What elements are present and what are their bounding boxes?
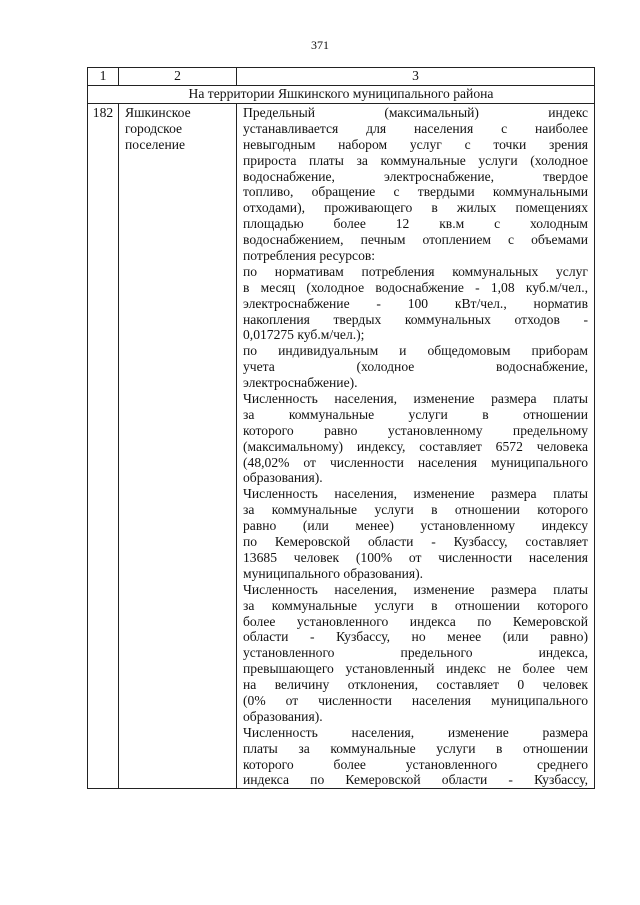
description-line: водоснабжение, электроснабжение, твердое bbox=[243, 168, 588, 184]
description-line: образования). bbox=[243, 470, 323, 486]
settlement-name bbox=[119, 104, 237, 789]
header-col-2: 2 bbox=[119, 68, 237, 86]
description-line: прироста платы за коммунальные услуги (холодное bbox=[243, 152, 588, 168]
description-line: площадью более 12 кв.м с холодным bbox=[243, 216, 588, 232]
section-title: На территории Яшкинского муниципального района bbox=[88, 86, 595, 104]
description-line: которого более установленного среднего bbox=[243, 756, 588, 772]
row-description bbox=[237, 104, 595, 789]
description-line: установленного предельного индекса, bbox=[243, 645, 588, 661]
description-line: превышающего установленный индекс не более чем bbox=[243, 661, 588, 677]
settlement-name-line: городское bbox=[125, 120, 183, 136]
header-row bbox=[88, 68, 595, 86]
description-line: которого равно установленному предельному bbox=[243, 422, 588, 438]
description-line: Численность населения, изменение размера платы bbox=[243, 486, 588, 502]
description-line: устанавливается для населения с наиболее bbox=[243, 120, 588, 136]
description-line: Численность населения, изменение размера платы bbox=[243, 391, 588, 407]
settlement-name-line: Яшкинское bbox=[125, 105, 191, 120]
description-line: образования). bbox=[243, 708, 323, 724]
description-line: индекса по Кемеровской области - Кузбассу, bbox=[243, 772, 588, 788]
description-line: в месяц (холодное водоснабжение - 1,08 куб.м/чел., bbox=[243, 279, 588, 295]
description-line: накопления твердых коммунальных отходов - bbox=[243, 311, 588, 327]
description-line: Численность населения, изменение размера bbox=[243, 724, 588, 740]
header-col-1: 1 bbox=[88, 68, 119, 86]
description-line: более установленного индекса по Кемеровской bbox=[243, 613, 588, 629]
description-line: топливо, обращение с твердыми коммунальными bbox=[243, 184, 588, 200]
description-line: платы за коммунальные услуги в отношении bbox=[243, 740, 588, 756]
description-line: отходами), проживающего в жилых помещениях bbox=[243, 200, 588, 216]
description-line: равно (или менее) установленному индексу bbox=[243, 518, 588, 534]
description-line: Предельный (максимальный) индекс bbox=[243, 105, 588, 120]
description-line: электроснабжение - 100 кВт/чел., норматив bbox=[243, 295, 588, 311]
page-number: 371 bbox=[311, 38, 329, 52]
description-line: за коммунальные услуги в отношении которого bbox=[243, 502, 588, 518]
description-line: (48,02% от численности населения муниципального bbox=[243, 454, 588, 470]
description-line: по Кемеровской области - Кузбассу, составляет bbox=[243, 534, 588, 550]
description-line: по индивидуальным и общедомовым приборам bbox=[243, 343, 588, 359]
description-line: 13685 человек (100% от численности населения bbox=[243, 549, 588, 565]
header-col-3: 3 bbox=[237, 68, 595, 86]
description-line: (максимальному) индексу, составляет 6572 человека bbox=[243, 438, 588, 454]
table-row bbox=[88, 104, 595, 789]
description-line: водоснабжением, печным отоплением с объемами bbox=[243, 232, 588, 248]
description-line: за коммунальные услуги в отношении которого bbox=[243, 597, 588, 613]
description-line: невыгодным набором услуг с точки зрения bbox=[243, 136, 588, 152]
description-line: на величину отклонения, составляет 0 человек bbox=[243, 677, 588, 693]
description-line: за коммунальные услуги в отношении bbox=[243, 406, 588, 422]
row-number: 182 bbox=[88, 104, 119, 789]
settlement-name-line: поселение bbox=[125, 136, 186, 152]
description-line: области - Кузбассу, но менее (или равно) bbox=[243, 629, 588, 645]
description-line: 0,017275 куб.м/чел.); bbox=[243, 327, 365, 343]
description-line: Численность населения, изменение размера платы bbox=[243, 581, 588, 597]
section-row bbox=[88, 86, 595, 104]
description-line: муниципального образования). bbox=[243, 565, 424, 581]
description-line: электроснабжение). bbox=[243, 375, 358, 391]
description-line: (0% от численности населения муниципального bbox=[243, 692, 588, 708]
description-line: потребления ресурсов: bbox=[243, 248, 376, 264]
description-line: учета (холодное водоснабжение, bbox=[243, 359, 588, 375]
description-line: по нормативам потребления коммунальных услуг bbox=[243, 263, 588, 279]
document-table bbox=[87, 67, 595, 789]
